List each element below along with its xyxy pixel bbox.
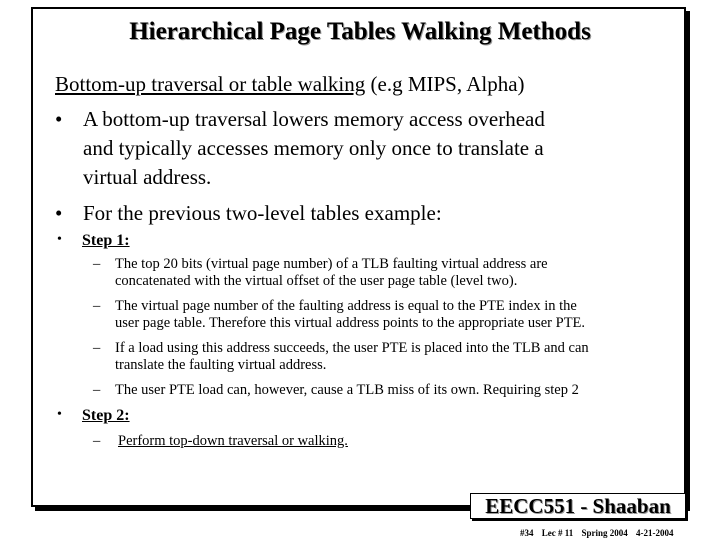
- lecture-number: Lec # 11: [541, 528, 574, 538]
- dash-marker: –: [93, 256, 101, 272]
- footer-meta: [520, 528, 680, 538]
- dash-marker: –: [93, 433, 101, 449]
- slide-title: Hierarchical Page Tables Walking Methods: [129, 18, 591, 45]
- list-item-text: [118, 433, 348, 450]
- list-item-text: [115, 256, 548, 290]
- slide-number: #34: [520, 528, 534, 538]
- dash-marker: –: [93, 340, 101, 356]
- bullet-line: virtual address.: [83, 165, 212, 189]
- bullet-line: A bottom-up traversal lowers memory access overhead: [83, 107, 545, 131]
- bullet-marker: •: [57, 407, 62, 422]
- list-line: user page table. Therefore this virtual address points to the appropriate user PTE.: [115, 315, 586, 331]
- bullet-marker: •: [55, 201, 63, 225]
- heading-rest: (e.g MIPS, Alpha): [365, 72, 525, 96]
- step-2-label: Step 2:: [82, 407, 130, 424]
- course-footer-badge: EECC551 - Shaaban: [470, 493, 686, 519]
- step-1-label: Step 1:: [82, 232, 130, 249]
- list-line: The virtual page number of the faulting address is equal to the PTE index in the: [115, 298, 577, 314]
- dash-marker: –: [93, 298, 101, 314]
- bullet-line: For the previous two-level tables example:: [83, 201, 442, 225]
- bullet-marker: •: [57, 232, 62, 247]
- date: 4-21-2004: [636, 528, 674, 538]
- bullet-marker: •: [55, 107, 63, 131]
- list-item-text: [115, 382, 579, 399]
- list-line: If a load using this address succeeds, the user PTE is placed into the TLB and can: [115, 340, 589, 356]
- list-item-text: [115, 340, 589, 374]
- heading-underlined: Bottom-up traversal or table walking: [55, 72, 366, 96]
- list-line: translate the faulting virtual address.: [115, 357, 327, 373]
- list-line: The top 20 bits (virtual page number) of a TLB faulting virtual address are: [115, 256, 548, 272]
- dash-marker: –: [93, 382, 101, 398]
- list-item-text: [115, 298, 585, 332]
- list-line: Perform top-down traversal or walking.: [118, 433, 348, 449]
- list-line: concatenated with the virtual offset of the user page table (level two).: [115, 273, 518, 289]
- list-line: The user PTE load can, however, cause a TLB miss of its own. Requiring step 2: [115, 382, 579, 398]
- term: Spring 2004: [581, 528, 628, 538]
- bullet-line: and typically accesses memory only once to translate a: [83, 136, 544, 160]
- section-heading: [55, 72, 525, 97]
